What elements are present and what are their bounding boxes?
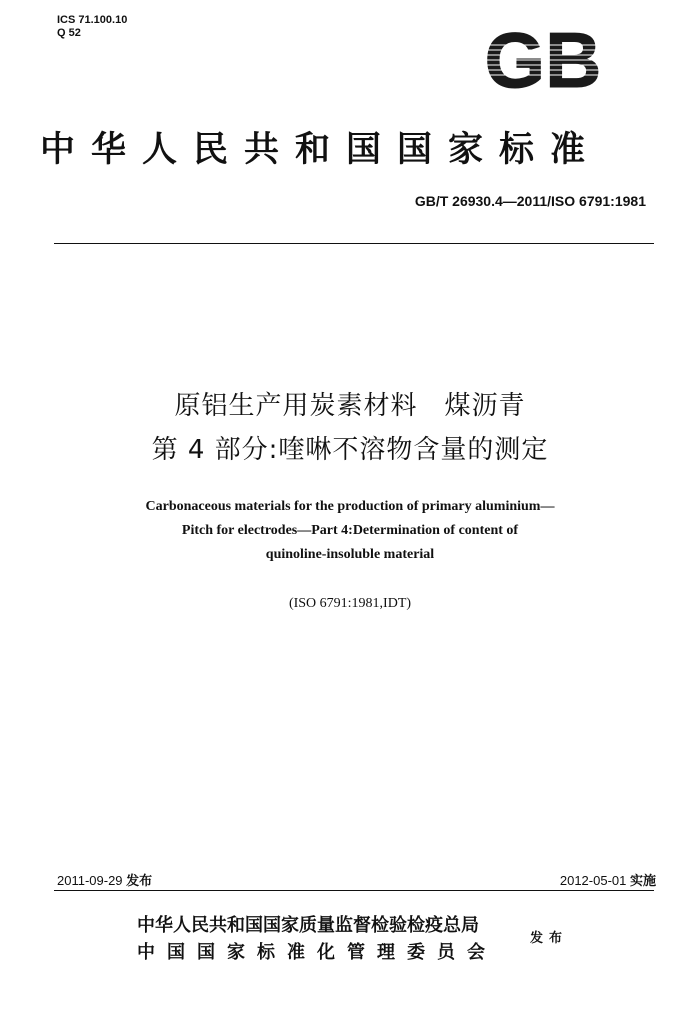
effective-date: 2012-05-01	[559, 873, 627, 888]
iso-reference: (ISO 6791:1981,IDT)	[288, 596, 412, 611]
issuer-sac: 中国国家标准化管理委员会	[137, 942, 497, 963]
english-title-line-3: quinoline-insoluble material	[265, 547, 435, 562]
issue-label: 发布	[126, 874, 153, 889]
effective-label: 实施	[629, 874, 656, 889]
issue-date-block	[57, 870, 152, 889]
issue-date: 2011-09-29	[57, 873, 123, 888]
gb-logo	[468, 25, 618, 95]
english-title-line-2: Pitch for electrodes—Part 4:Determination of content of	[181, 523, 519, 538]
gb-logo-text: GB	[484, 25, 602, 95]
ics-code: ICS 71.100.10	[57, 14, 128, 26]
english-title-line-1: Carbonaceous materials for the production of primary aluminium—	[145, 499, 555, 514]
footer-divider	[54, 890, 654, 891]
publish-label: 发布	[530, 931, 569, 946]
ccs-code: Q 52	[57, 27, 81, 39]
national-standard-title: 中华人民共和国国家标准	[40, 129, 602, 170]
header-divider	[54, 243, 654, 244]
effective-date-block	[560, 870, 656, 889]
issuer-aqsiq: 中华人民共和国国家质量监督检验检疫总局	[137, 915, 479, 936]
standard-number: GB/T 26930.4—2011/ISO 6791:1981	[414, 193, 646, 209]
chinese-title-line-1: 原铝生产用炭素材料 煤沥青	[174, 391, 526, 421]
chinese-title-line-2: 第 4 部分:喹啉不溶物含量的测定	[151, 435, 549, 465]
